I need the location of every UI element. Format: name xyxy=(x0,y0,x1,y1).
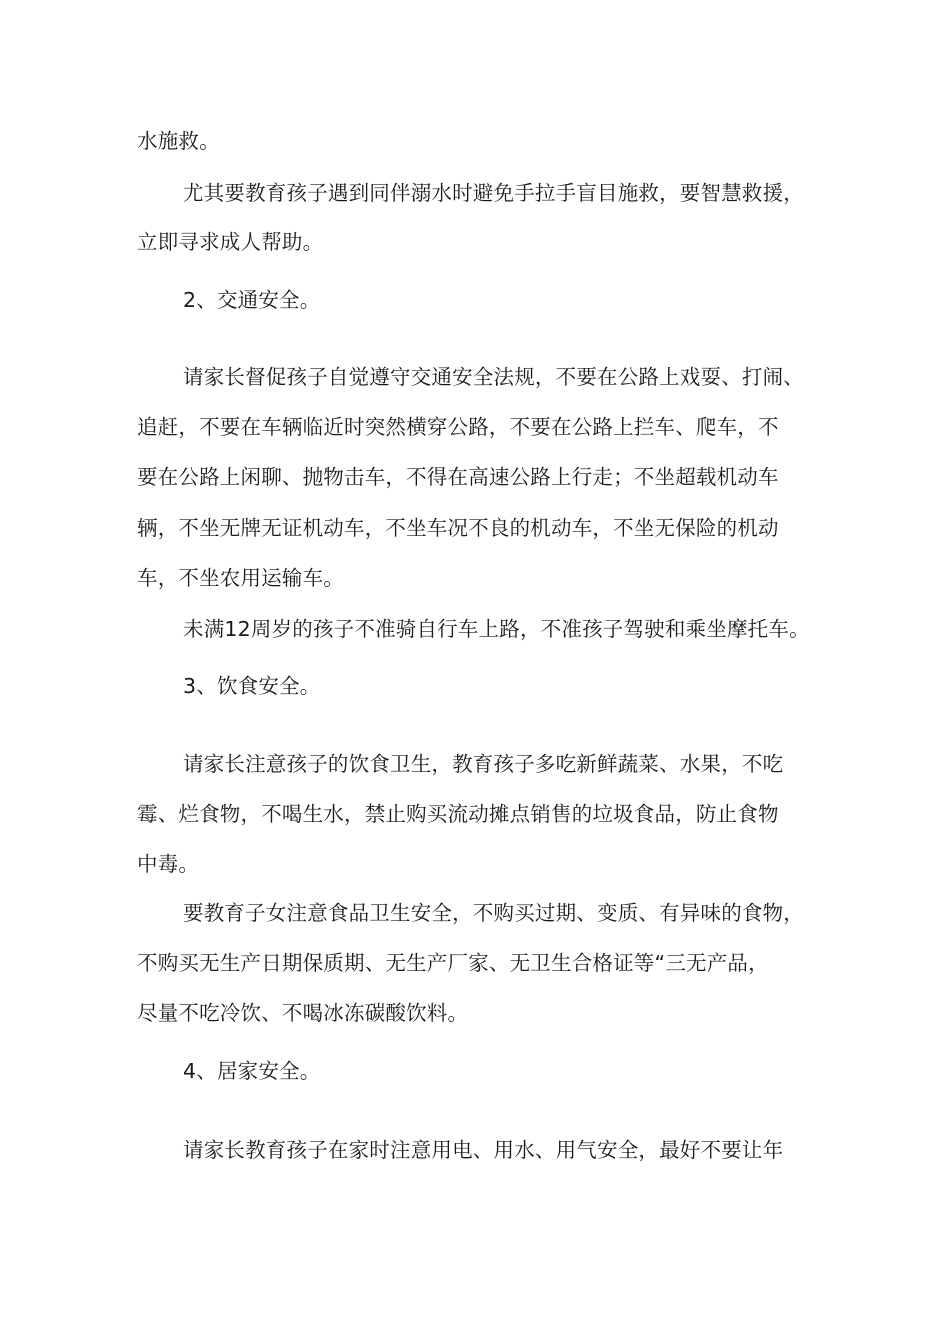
paragraph-line: 请家长教育孩子在家时注意用电、用水、用气安全，最好不要让年 xyxy=(183,1138,784,1162)
paragraph-line: 追赶，不要在车辆临近时突然横穿公路，不要在公路上拦车、爬车，不 xyxy=(137,415,779,439)
paragraph-line: 要在公路上闲聊、抛物击车，不得在高速公路上行走；不坐超载机动车 xyxy=(137,465,779,489)
paragraph-line: 立即寻求成人帮助。 xyxy=(137,230,324,254)
paragraph-line: 未满12周岁的孩子不准骑自行车上路，不准孩子驾驶和乘坐摩托车。 xyxy=(183,617,810,641)
section-heading-food: 3、饮食安全。 xyxy=(183,674,321,698)
paragraph-line: 尽量不吃冷饮、不喝冰冻碳酸饮料。 xyxy=(137,1001,469,1025)
paragraph-line: 辆，不坐无牌无证机动车，不坐车况不良的机动车，不坐无保险的机动 xyxy=(137,516,779,540)
paragraph-line: 尤其要教育孩子遇到同伴溺水时避免手拉手盲目施救，要智慧救援， xyxy=(183,181,804,205)
section-heading-traffic: 2、交通安全。 xyxy=(183,288,321,312)
paragraph-line: 要教育子女注意食品卫生安全，不购买过期、变质、有异味的食物， xyxy=(183,901,804,925)
paragraph-line: 请家长督促孩子自觉遵守交通安全法规，不要在公路上戏耍、打闹、 xyxy=(183,365,804,389)
paragraph-line: 车，不坐农用运输车。 xyxy=(137,566,344,590)
paragraph-line: 霉、烂食物，不喝生水，禁止购买流动摊点销售的垃圾食品，防止食物 xyxy=(137,802,779,826)
paragraph-line: 水施救。 xyxy=(137,129,220,153)
paragraph-line: 不购买无生产日期保质期、无生产厂家、无卫生合格证等“三无产品， xyxy=(137,951,769,975)
section-heading-home: 4、居家安全。 xyxy=(183,1059,321,1083)
paragraph-line: 请家长注意孩子的饮食卫生，教育孩子多吃新鲜蔬菜、水果，不吃 xyxy=(183,752,784,776)
paragraph-line: 中毒。 xyxy=(137,852,200,876)
